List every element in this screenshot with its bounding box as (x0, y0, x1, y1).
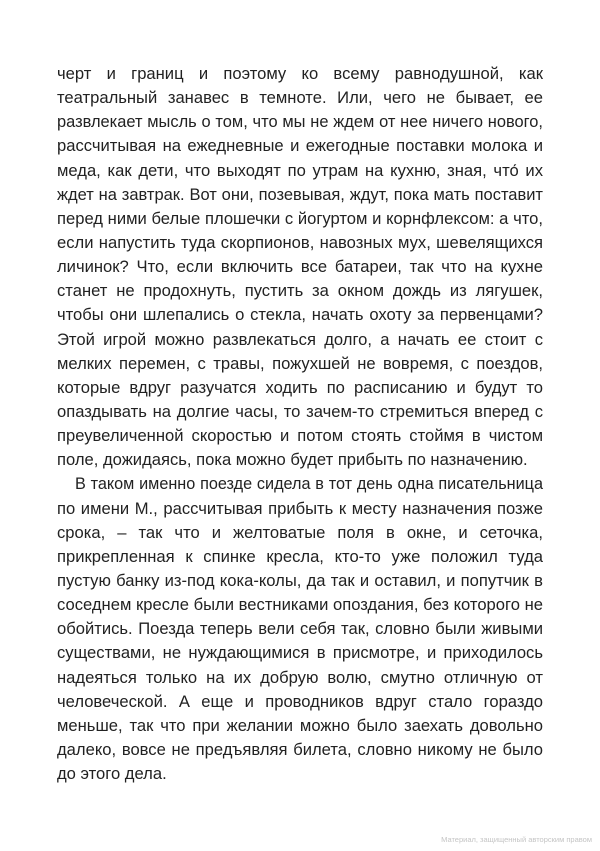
text-line: перед ними белые плошечки с йогуртом и корнфлексом: а что, (57, 208, 543, 228)
text-line: черт и границ и поэтому ко всему равнодушной, как (57, 64, 543, 83)
text-line: В таком именно поезде сидела в тот день одна писательница (75, 475, 543, 494)
text-line: чтобы они шлепались о стекла, начать охоту за первенцами? (57, 305, 543, 325)
text-line: театральный занавес в темноте. Или, чего не бывает, ее (57, 88, 543, 108)
text-line: прикрепленная к спинке кресла, кто-то уже положил туда (57, 546, 543, 566)
text-line: рассчитывая на ежедневные и ежегодные поставки молока и (57, 136, 543, 156)
text-line: Этой игрой можно развлекаться долго, а начать ее стоит с (57, 329, 543, 349)
text-line: которые вдруг разучатся ходить по расписанию и будут то (57, 377, 543, 397)
text-line: по имени М., рассчитывая прибыть к месту назначения позже (57, 498, 543, 518)
text-line: ждет на завтрак. Вот они, позевывая, ждут, пока мать поставит (57, 185, 543, 204)
text-line: срока, – так что и желтоватые поля в окне, и сеточка, (57, 522, 543, 542)
paragraph-1 (57, 62, 543, 472)
text-line: пустую банку из-под кока-колы, да так и оставил, и попутчик в (57, 570, 543, 590)
text-line: человеческой. А еще и проводников вдруг стало гораздо (57, 691, 543, 711)
text-line: до этого дела. (57, 764, 167, 784)
text-line: далеко, вовсе не предъявляя билета, словно никому не было (57, 739, 543, 759)
text-line: мелких перемен, с травы, пожухшей не вовремя, с поездов, (57, 353, 543, 373)
body-text (57, 62, 543, 786)
copyright-watermark: Материал, защищенный авторским правом (441, 835, 592, 844)
text-line: меда, как дети, что выходят по утрам на кухню, зная, что́ их (57, 160, 543, 180)
text-line: преувеличенной скоростью и потом стоять стоймя в чистом (57, 426, 543, 446)
text-line: соседнем кресле были вестниками опоздания, без которого не (57, 595, 543, 615)
text-line: опаздывать на долгие часы, то зачем-то стремиться вперед с (57, 401, 543, 421)
paragraph-2 (57, 472, 543, 786)
text-line: надеяться только на их добрую волю, смутно отличную от (57, 667, 543, 687)
text-line: меньше, так что при желании можно было заехать довольно (57, 715, 543, 735)
text-line: если напустить туда скорпионов, навозных мух, шевелящихся (57, 232, 543, 252)
text-line: личинок? Что, если включить все батареи, так что на кухне (57, 257, 543, 277)
text-line: поле, дожидаясь, пока можно будет прибыть по назначению. (57, 450, 528, 470)
text-line: развлекает мысль о том, что мы не ждем от нее ничего нового, (57, 113, 543, 132)
text-line: существами, не нуждающимися в присмотре, и приходилось (57, 643, 543, 663)
text-line: станет не продохнуть, пустить за окном дождь из лягушек, (57, 281, 543, 301)
text-line: обойтись. Поезда теперь вели себя так, словно были живыми (57, 619, 543, 639)
